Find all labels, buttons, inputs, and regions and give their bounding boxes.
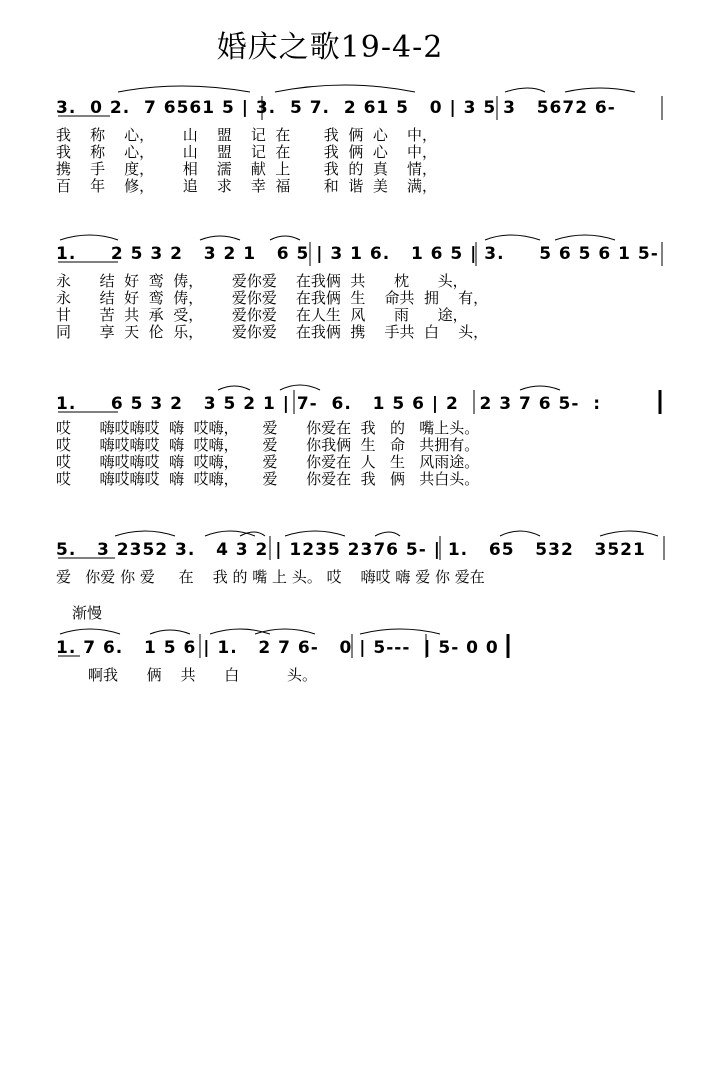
lyric-1-4: 百 年 修， 追 求 幸 福 和 谐 美 满， <box>56 177 437 195</box>
song-title: 婚庆之歌19-4-2 <box>216 30 444 65</box>
lyric-5-1: 啊我 俩 共 白 头。 <box>88 666 317 684</box>
lyric-3-1: 哎 嗨哎嗨哎 嗨 哎嗨， 爱 你爱在 我 的 嘴上头。 <box>56 419 480 437</box>
lyric-2-2: 永 结 好 鸾 俦， 爱你爱 在我俩 生 命共 拥 有， <box>56 289 489 307</box>
lyric-2-4: 同 享 天 伦 乐， 爱你爱 在我俩 携 手共 白 头， <box>56 323 489 341</box>
lyric-1-3: 携 手 度， 相 濡 献 上 我 的 真 情， <box>56 160 437 178</box>
notation-line-5: 1. 7 6. 1 5 6 | 1. 2 7 6- 0 | 5--- | 5- 0 0 <box>56 638 499 658</box>
lyric-2-3: 甘 苦 共 承 受， 爱你爱 在人生 风 雨 途， <box>56 306 468 324</box>
notation-line-3: 1. 6 5 3 2 3 5 2 1 | 7- 6. 1 5 6 | 2 2 3 7 6 5- : <box>56 394 602 414</box>
notation-line-2: 1. 2 5 3 2 3 2 1 6 5 | 3 1 6. 1 6 5 | 3. 5 6 5 6 1 5- <box>56 244 659 264</box>
notation-line-1: 3. 0 2. 7 6561 5 | 3. 5 7. 2 61 5 0 | 3 5 3 5672 6- <box>56 98 616 118</box>
lyric-3-2: 哎 嗨哎嗨哎 嗨 哎嗨， 爱 你我俩 生 命 共拥有。 <box>56 436 480 454</box>
lyric-2-1: 永 结 好 鸾 俦， 爱你爱 在我俩 共 枕 头， <box>56 272 468 290</box>
lyric-3-3: 哎 嗨哎嗨哎 嗨 哎嗨， 爱 你爱在 人 生 风雨途。 <box>56 453 480 471</box>
lyric-1-1: 我 称 心， 山 盟 记 在 我 俩 心 中， <box>56 126 437 144</box>
lyric-3-4: 哎 嗨哎嗨哎 嗨 哎嗨， 爱 你爱在 我 俩 共白头。 <box>56 470 480 488</box>
lyric-4-1: 爱 你爱 你 爱 在 我 的 嘴 上 头。 哎 嗨哎 嗨 爱 你 爱在 <box>56 568 485 586</box>
lyric-1-2: 我 称 心， 山 盟 记 在 我 俩 心 中， <box>56 143 437 161</box>
tempo-marking: 渐慢 <box>72 604 103 622</box>
notation-line-4: 5. 3 2352 3. 4 3 2 | 1235 2376 5- | 1. 65 532 3521 <box>56 540 646 560</box>
